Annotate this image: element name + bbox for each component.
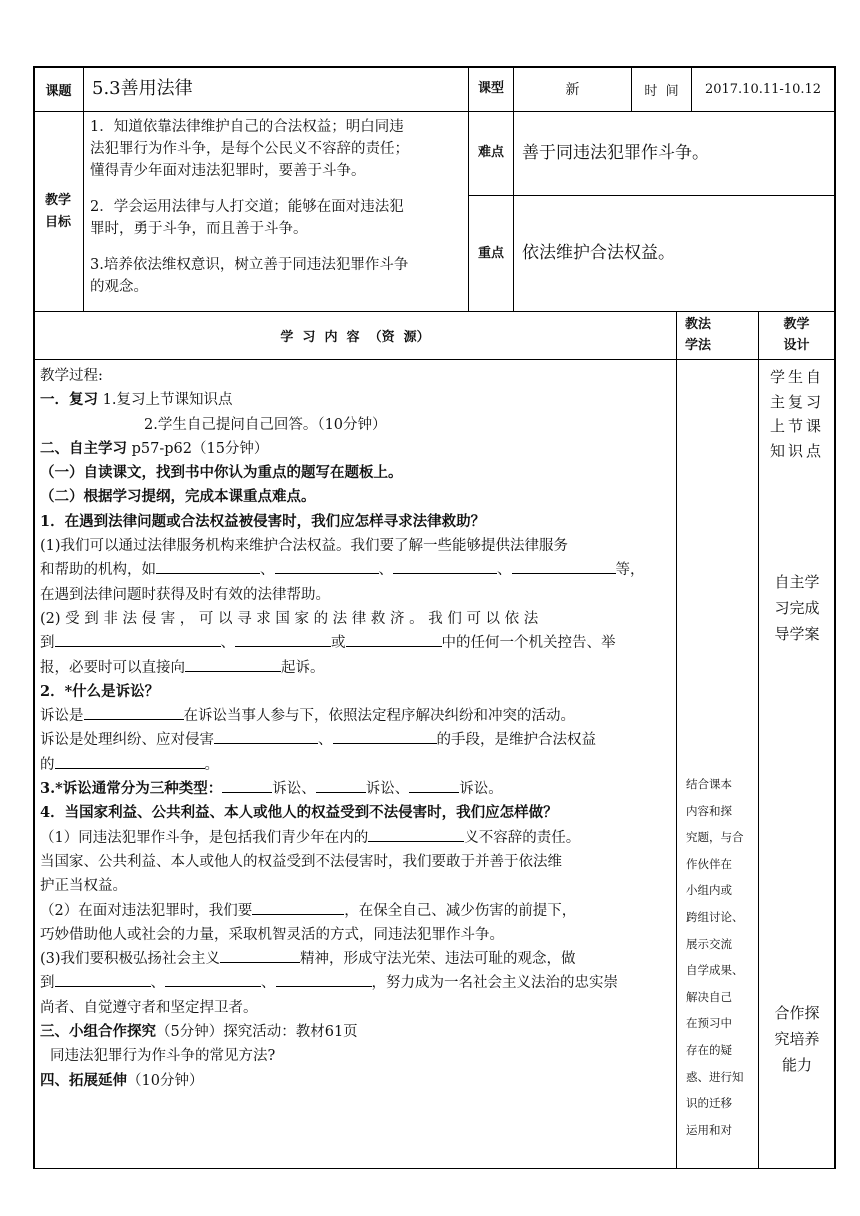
topic-value: 5.3善用法律	[92, 78, 193, 99]
fill-blank[interactable]	[252, 900, 344, 915]
time-label: 时 间	[644, 83, 679, 99]
content-line: 同违法犯罪行为作斗争的常见方法?	[50, 1048, 276, 1065]
content-line: 当国家、公共利益、本人或他人的权益受到不法侵害时，我们要敢于并善于依法维	[40, 853, 562, 870]
content-line: 巧妙借助他人或社会的力量，采取机智灵活的方式，同违法犯罪作斗争。	[40, 926, 504, 943]
fill-blank[interactable]	[222, 778, 272, 793]
content-line: 2.学生自己提问自己回答。（10分钟）	[144, 416, 387, 433]
content-line: 和帮助的机构，如 、 、 、 等，	[40, 558, 674, 582]
content-line: 的 。	[40, 753, 674, 777]
content-line: 教学过程:	[40, 368, 103, 384]
content-line: 诉讼是 在诉讼当事人参与下，依照法定程序解决纠纷和冲突的活动。	[40, 704, 674, 728]
content-line: 4．当国家利益、公共利益、本人或他人的权益受到不法侵害时，我们应怎样做？	[40, 804, 558, 822]
method-notes: 结合课本 内容和探 究题，与合 作伙伴在 小组内或 跨组讨论、 展示交流 自学成果、 解决自己 在预习中 存在的疑 惑、进行知 识的迁移 运用和对	[686, 777, 744, 1137]
content-line: 诉讼是处理纠纷、应对侵害 、 的手段，是维护合法权益	[40, 728, 674, 752]
content-line: 护正当权益。	[40, 878, 127, 895]
fill-blank[interactable]	[316, 778, 366, 793]
content-line: 报，必要时可以直接向 起诉。	[40, 656, 674, 680]
objective-2: 2．学会运用法律与人打交道；能够在面对违法犯 罪时，勇于斗争，而且善于斗争。	[90, 199, 404, 237]
content-line: 四、拓展延伸（10分钟）	[40, 1071, 204, 1089]
content-line: (1)我们可以通过法律服务机构来维护合法权益。我们要了解一些能够提供法律服务	[40, 538, 569, 555]
fill-blank[interactable]	[333, 729, 437, 744]
content-line: 一．复习 1.复习上节课知识点	[40, 391, 233, 409]
fill-blank[interactable]	[512, 559, 616, 574]
type-label: 课型	[478, 81, 505, 96]
content-line: （一）自读课文，找到书中你认为重点的题写在题板上。	[40, 464, 403, 482]
content-line: 二、自主学习 p57-p62（15分钟）	[40, 439, 269, 457]
fill-blank[interactable]	[185, 657, 281, 672]
fill-blank[interactable]	[409, 778, 459, 793]
content-title: 学 习 内 容 （资 源）	[280, 330, 430, 345]
content-line: 2．*什么是诉讼？	[40, 682, 160, 700]
content-line: (3)我们要积极弘扬社会主义 精神，形成守法光荣、违法可耻的观念，做	[40, 947, 674, 971]
content-line: 在遇到法律问题时获得及时有效的法律帮助。	[40, 586, 330, 603]
content-line: （2）在面对违法犯罪时，我们要 ，在保全自己、减少伤害的前提下，	[40, 899, 674, 923]
content-line: 到 、 或 中的任何一个机关控告、举	[40, 631, 674, 655]
fill-blank[interactable]	[235, 632, 331, 647]
design-note-review: 学生自 主复习 上节课 知识点	[769, 368, 824, 460]
key-label: 重点	[478, 246, 505, 261]
time-value: 2017.10.11-10.12	[704, 81, 822, 97]
fill-blank[interactable]	[55, 632, 221, 647]
fill-blank[interactable]	[55, 972, 151, 987]
type-value: 新	[565, 82, 580, 98]
fill-blank[interactable]	[214, 729, 318, 744]
fill-blank[interactable]	[55, 754, 205, 769]
fill-blank[interactable]	[275, 559, 379, 574]
fill-blank[interactable]	[84, 705, 184, 720]
fill-blank[interactable]	[346, 632, 442, 647]
design-note-cooperation: 合作探 究培养 能力	[774, 1004, 820, 1074]
key-value: 依法维护合法权益。	[522, 243, 675, 263]
topic-label: 课题	[45, 83, 72, 99]
difficulty-label: 难点	[478, 145, 505, 160]
design-header: 教学 设计	[783, 317, 810, 353]
objectives-label: 教学目标	[44, 192, 71, 230]
objective-1: 1．知道依靠法律维护自己的合法权益；明白同违 法犯罪行为作斗争，是每个公民义不容辞的责任； 懂得青少年面对违法犯罪时，要善于斗争。	[90, 119, 409, 179]
method-header: 教法 学法	[685, 317, 712, 353]
objectives-list	[90, 116, 466, 298]
fill-blank[interactable]	[156, 559, 260, 574]
content-line: (2) 受 到 非 法 侵 害 ， 可 以 寻 求 国 家 的 法 律 救 济 。 我 们 可 以 依 法	[40, 610, 539, 627]
fill-blank[interactable]	[276, 972, 372, 987]
content-line: 3.*诉讼通常分为三种类型： 诉讼、 诉讼、 诉讼。	[40, 780, 503, 798]
design-note-self-study: 自主学 习完成 导学案	[774, 573, 820, 643]
fill-blank[interactable]	[393, 559, 497, 574]
content-line: （1）同违法犯罪作斗争，是包括我们青少年在内的 义不容辞的责任。	[40, 826, 674, 850]
fill-blank[interactable]	[368, 827, 464, 842]
content-line: 1．在遇到法律问题或合法权益被侵害时，我们应怎样寻求法律救助？	[40, 512, 486, 530]
fill-blank[interactable]	[220, 948, 300, 963]
content-line: 尚者、自觉遵守者和坚定捍卫者。	[40, 999, 258, 1016]
difficulty-value: 善于同违法犯罪作斗争。	[522, 143, 709, 163]
content-line: 到 、 、 ，努力成为一名社会主义法治的忠实崇	[40, 971, 674, 995]
content-line: 三、小组合作探究（5分钟）探究活动：教材61页	[40, 1023, 358, 1041]
objective-3: 3.培养依法维权意识，树立善于同违法犯罪作斗争 的观念。	[90, 257, 409, 295]
lesson-content	[40, 364, 674, 1093]
content-line: （二）根据学习提纲，完成本课重点难点。	[40, 488, 316, 506]
fill-blank[interactable]	[165, 972, 261, 987]
